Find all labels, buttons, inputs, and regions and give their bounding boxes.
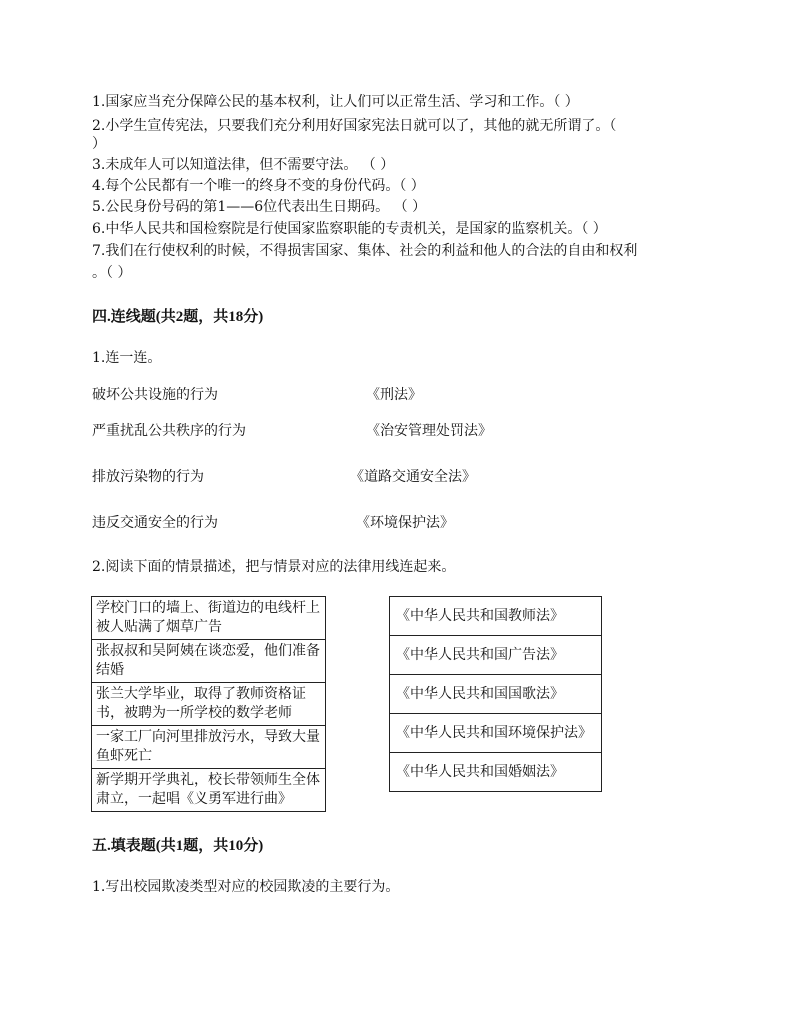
law-cell: 《中华人民共和国教师法》 bbox=[390, 597, 602, 636]
matching-left-item: 严重扰乱公共秩序的行为 bbox=[92, 423, 246, 439]
scenario-cell: 一家工厂向河里排放污水，导致大量鱼虾死亡 bbox=[92, 726, 326, 769]
tf-question-6: 6.中华人民共和国检察院是行使国家监察职能的专责机关，是国家的监察机关。（ ） bbox=[92, 221, 607, 237]
matching-left-item: 破坏公共设施的行为 bbox=[92, 387, 218, 403]
tf-question-7-cont: 。（ ） bbox=[92, 265, 132, 281]
table-q1-prompt: 1.写出校园欺凌类型对应的校园欺凌的主要行为。 bbox=[92, 879, 400, 895]
tf-question-2-cont: ） bbox=[92, 136, 106, 152]
table-row bbox=[390, 714, 602, 753]
tf-question-7: 7.我们在行使权利的时候，不得损害国家、集体、社会的利益和他人的合法的自由和权利 bbox=[92, 243, 638, 259]
scenario-cell: 学校门口的墙上、街道边的电线杆上被人贴满了烟草广告 bbox=[92, 597, 326, 640]
matching-q1-prompt: 1.连一连。 bbox=[92, 350, 162, 366]
scenario-table bbox=[91, 596, 326, 812]
tf-question-5: 5.公民身份号码的第1——6位代表出生日期码。 （ ） bbox=[92, 199, 427, 215]
tf-question-1: 1.国家应当充分保障公民的基本权利，让人们可以正常生活、学习和工作。（ ） bbox=[92, 94, 579, 110]
table-row bbox=[92, 640, 326, 683]
matching-left-item: 排放污染物的行为 bbox=[92, 469, 204, 485]
section-heading-5: 五.填表题(共1题，共10分) bbox=[92, 838, 264, 854]
table-row bbox=[92, 597, 326, 640]
law-cell: 《中华人民共和国国歌法》 bbox=[390, 675, 602, 714]
law-table bbox=[389, 596, 602, 792]
matching-left-item: 违反交通安全的行为 bbox=[92, 515, 218, 531]
law-cell: 《中华人民共和国婚姻法》 bbox=[390, 753, 602, 792]
section-heading-4: 四.连线题(共2题，共18分) bbox=[92, 309, 264, 325]
matching-q2-prompt: 2.阅读下面的情景描述，把与情景对应的法律用线连起来。 bbox=[92, 559, 456, 575]
matching-right-item: 《道路交通安全法》 bbox=[350, 469, 476, 485]
tf-question-4: 4.每个公民都有一个唯一的终身不变的身份代码。（ ） bbox=[92, 178, 425, 194]
matching-right-item: 《刑法》 bbox=[366, 387, 422, 403]
table-row bbox=[92, 683, 326, 726]
law-cell: 《中华人民共和国广告法》 bbox=[390, 636, 602, 675]
table-row bbox=[390, 597, 602, 636]
table-row bbox=[92, 726, 326, 769]
tf-question-3: 3.未成年人可以知道法律，但不需要守法。 （ ） bbox=[92, 157, 395, 173]
matching-right-item: 《治安管理处罚法》 bbox=[366, 423, 492, 439]
scenario-cell: 新学期开学典礼，校长带领师生全体肃立，一起唱《义勇军进行曲》 bbox=[92, 769, 326, 812]
matching-right-item: 《环境保护法》 bbox=[356, 515, 454, 531]
table-row bbox=[390, 675, 602, 714]
table-row bbox=[390, 753, 602, 792]
table-row bbox=[390, 636, 602, 675]
table-row bbox=[92, 769, 326, 812]
scenario-cell: 张兰大学毕业，取得了教师资格证书，被聘为一所学校的数学老师 bbox=[92, 683, 326, 726]
law-cell: 《中华人民共和国环境保护法》 bbox=[390, 714, 602, 753]
scenario-cell: 张叔叔和吴阿姨在谈恋爱，他们准备结婚 bbox=[92, 640, 326, 683]
tf-question-2: 2.小学生宣传宪法，只要我们充分利用好国家宪法日就可以了，其他的就无所谓了。（ bbox=[92, 118, 617, 134]
